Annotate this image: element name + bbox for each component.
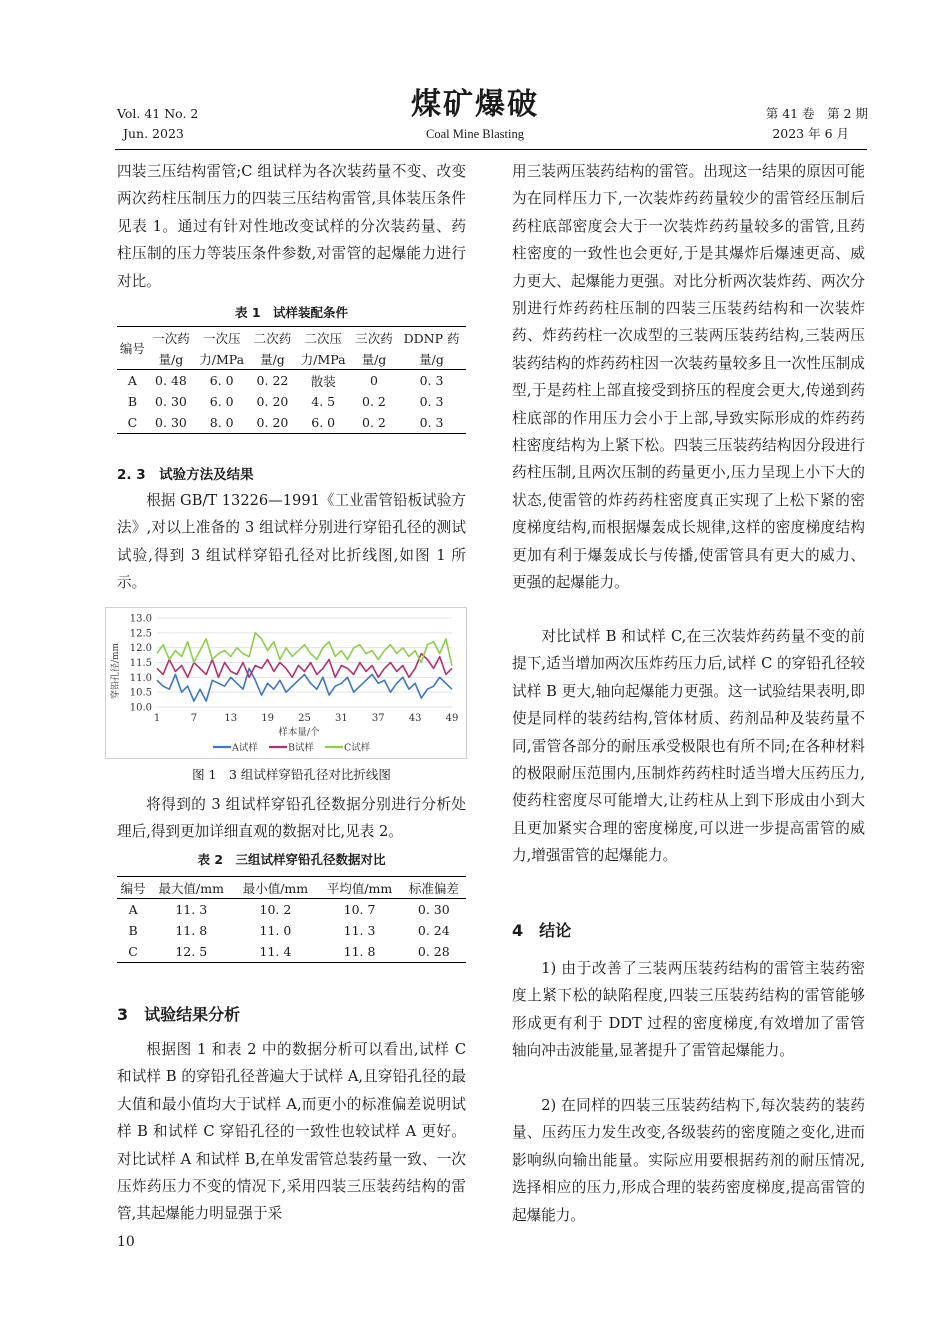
- chart-x-tick: 13: [224, 713, 238, 724]
- header-volume: Vol. 41 No. 2: [117, 106, 199, 121]
- table-cell: 4. 5: [311, 394, 336, 409]
- table1-header: 量/g: [158, 351, 184, 367]
- table1-header: 二次药: [253, 330, 292, 346]
- table1-header: 力/MPa: [300, 351, 346, 367]
- table-cell: 0. 30: [155, 394, 187, 409]
- table-cell: A: [128, 902, 138, 917]
- chart-y-tick: 10.5: [129, 687, 152, 699]
- table-cell: 0. 3: [419, 394, 444, 409]
- table1-header: 一次药: [152, 330, 190, 346]
- table2-header: 编号: [120, 880, 146, 896]
- table-cell: 8. 0: [209, 415, 234, 430]
- table-cell: 10. 2: [259, 902, 292, 917]
- table-cell: 0. 30: [417, 902, 450, 917]
- table1-header: 二次压: [304, 330, 342, 346]
- table-cell: 6. 0: [209, 394, 234, 409]
- section-3-title: 3 试验结果分析: [117, 1005, 241, 1024]
- figure-1-caption: 图 1 3 组试样穿铅孔径对比折线图: [192, 767, 391, 782]
- conclusion-1: 1) 由于改善了三装两压装药结构的雷管主装药密度上紧下松的缺陷程度,四装三压装药结构的雷管能够形成更有利于 DDT 过程的密度梯度,有效增加了雷管轴向冲击波能量,显著提升了雷管起爆能力。: [512, 960, 865, 1060]
- table-cell: 0. 3: [419, 373, 444, 388]
- table2-header: 标准偏差: [408, 880, 459, 896]
- section-2-3-title: 2. 3 试验方法及结果: [117, 467, 254, 483]
- table1-header: 量/g: [419, 351, 444, 367]
- table1-header: 量/g: [260, 351, 285, 367]
- table-cell: 11. 0: [259, 923, 292, 938]
- table-cell: 0. 24: [417, 923, 450, 938]
- chart-y-tick: 10.0: [129, 702, 152, 714]
- table-cell: 0. 2: [362, 415, 386, 430]
- chart-y-tick: 11.5: [129, 658, 152, 669]
- table-cell: B: [127, 394, 137, 409]
- right-paragraph-2: 对比试样 B 和试样 C,在三次装炸药药量不变的前提下,适当增加两次压炸药压力后,试样 C 的穿铅孔径较试样 B 更大,轴向起爆能力更强。这一试验结果表明,即使是同样的装药结构,管体材质、药剂品种及装药量不同,雷管各部分的耐压承受极限也有所不同;在各种材料的极限耐压范围内,压制炸药药柱时适当增大压药压力,使药柱密度尽可能增大,让药柱从上到下形成由小到大且更加紧实合理的密度梯度,可以进一步提高雷管的威力,增强雷管的起爆能力。: [512, 628, 865, 865]
- table1-header: 三次药: [355, 330, 393, 346]
- table-cell: 散装: [310, 373, 336, 389]
- chart-legend-label: B试样: [288, 742, 314, 754]
- chart-x-tick: 49: [445, 713, 459, 724]
- table-cell: 0. 30: [155, 415, 187, 430]
- table2-caption: 表 2 三组试样穿铅孔径数据对比: [197, 852, 386, 867]
- intro-paragraph: 四装三压结构雷管;C 组试样为各次装药量不变、改变两次药柱压制压力的四装三压结构雷管,具体装压条件见表 1。通过有针对性地改变试样的分次装药量、药柱压制的压力等装压条件参数,对雷管的起爆能力进行对比。: [117, 163, 466, 290]
- table-cell: 12. 5: [175, 944, 208, 959]
- table1-header: 力/MPa: [199, 351, 245, 367]
- header-date-cn: 2023 年 6 月: [772, 126, 849, 141]
- table1: [117, 326, 466, 434]
- chart-y-label: 穿铅孔径/mm: [111, 642, 121, 700]
- table-cell: 0. 20: [256, 415, 289, 430]
- table-cell: 6. 0: [209, 373, 234, 388]
- table2-header: 最小值/mm: [242, 880, 309, 896]
- table-cell: 11. 8: [343, 944, 376, 959]
- table-cell: 0. 3: [419, 415, 444, 430]
- table-cell: 10. 7: [343, 902, 376, 917]
- journal-title-en: Coal Mine Blasting: [426, 127, 524, 141]
- table-cell: 11. 3: [343, 923, 376, 938]
- header-date-en: Jun. 2023: [123, 126, 184, 141]
- table2-header: 平均值/mm: [326, 880, 393, 896]
- journal-title: 煤矿爆破: [411, 87, 539, 122]
- table-row: [117, 899, 466, 921]
- table-row: [117, 920, 466, 941]
- chart-y-tick: 12.5: [129, 628, 152, 640]
- table-cell: C: [127, 415, 138, 430]
- table-cell: 0. 28: [417, 944, 450, 959]
- table-cell: 0. 20: [256, 394, 289, 409]
- table-cell: B: [128, 923, 138, 938]
- table-row: [117, 370, 466, 392]
- chart-legend-label: A试样: [232, 742, 258, 754]
- chart-x-label: 样本量/个: [278, 727, 320, 738]
- table2: [117, 876, 466, 963]
- chart-x-tick: 19: [261, 713, 274, 724]
- chart-x-tick: 37: [371, 713, 385, 724]
- chart-x-tick: 31: [335, 713, 348, 724]
- table-cell: 0: [369, 373, 378, 388]
- table1-header: 一次压: [202, 330, 241, 346]
- table-cell: A: [127, 373, 137, 388]
- chart-x-tick: 7: [190, 713, 198, 724]
- chart-x-tick: 43: [408, 713, 422, 724]
- table-cell: 0. 48: [155, 373, 187, 388]
- table-cell: C: [128, 944, 138, 959]
- table1-header-id: 编号: [117, 327, 148, 370]
- chart-x-tick: 25: [298, 713, 311, 724]
- table2-header: 最大值/mm: [158, 880, 224, 896]
- right-paragraph-1: 用三装两压装药结构的雷管。出现这一结果的原因可能为在同样压力下,一次装炸药药量较少的雷管经压制后药柱底部密度会大于一次装炸药药量较多的雷管,且药柱密度的一致性也会更好,于是其爆炸后爆速更高、威力更大、起爆能力更强。对比分析两次装炸药、两次分别进行炸药药柱压制的四装三压装药结构和一次装炸药、炸药药柱一次成型的三装两压装药结构,三装两压装药结构的炸药药柱因一次装药量较多且一次性压制成型,于是药柱上部直接受到挤压的程度会更大,传递到药柱底部的作用压力会小于上部,导致实际形成的炸药药柱密度结构为上紧下松。四装三压装药结构因分段进行药柱压制,且两次压制的药量更小,压力呈现上小下大的状态,使雷管的炸药药柱密度真正实现了上松下紧的密度梯度结构,而根据爆轰成长规律,这样的密度梯度结构更加有利于爆轰成长与传播,使雷管具有更大的威力、更强的起爆能力。: [512, 163, 865, 592]
- table1-caption: 表 1 试样装配条件: [234, 305, 349, 320]
- chart-x-tick: 1: [153, 713, 161, 724]
- chart-legend-label: C试样: [344, 742, 371, 754]
- chart-y-tick: 11.0: [129, 672, 152, 684]
- section-2-3-paragraph: 根据 GB/T 13226—1991《工业雷管铅板试验方法》,对以上准备的 3 组试样分别进行穿铅孔径的测试试验,得到 3 组试样穿铅孔径对比折线图,如图 1 所示。: [117, 492, 466, 592]
- table-row: [117, 941, 466, 963]
- header-rule: [115, 149, 867, 150]
- table-cell: 11. 8: [175, 923, 208, 938]
- after-figure-paragraph: 将得到的 3 组试样穿铅孔径数据分别进行分析处理后,得到更加详细直观的数据对比,见表 2。: [117, 796, 466, 841]
- table-cell: 6. 0: [311, 415, 336, 430]
- section-4-title: 4 结论: [512, 921, 572, 940]
- page-number: 10: [117, 1234, 135, 1250]
- section-3-paragraph: 根据图 1 和表 2 中的数据分析可以看出,试样 C 和试样 B 的穿铅孔径普遍大于试样 A,且穿铅孔径的最大值和最小值均大于试样 A,而更小的标准偏差说明试样 B 和试样 C 穿铅孔径的一致性也较试样 A 更好。对比试样 A 和试样 B,在单发雷管总装药量一致、一次压炸药压力不变的情况下,采用四装三压装药结构的雷管,其起爆能力明显强于采: [117, 1041, 466, 1223]
- table1-header: DDNP 药: [403, 330, 460, 346]
- header-volume-cn: 第 41 卷 第 2 期: [765, 106, 868, 121]
- figure-1-chart: [105, 607, 467, 759]
- table1-header: 量/g: [361, 351, 387, 367]
- table-cell: 11. 3: [175, 902, 208, 917]
- table-row: [117, 412, 466, 434]
- table-cell: 0. 2: [362, 394, 386, 409]
- table-row: [117, 391, 466, 412]
- table-cell: 11. 4: [259, 944, 292, 959]
- conclusion-2: 2) 在同样的四装三压装药结构下,每次装药的装药量、压药压力发生改变,各级装药的密度随之变化,进而影响纵向输出能量。实际应用要根据药剂的耐压情况,选择相应的压力,形成合理的装药密度梯度,提高雷管的起爆能力。: [512, 1097, 865, 1224]
- chart-y-tick: 13.0: [129, 613, 152, 625]
- chart-y-tick: 12.0: [129, 643, 152, 655]
- table-cell: 0. 22: [256, 373, 289, 388]
